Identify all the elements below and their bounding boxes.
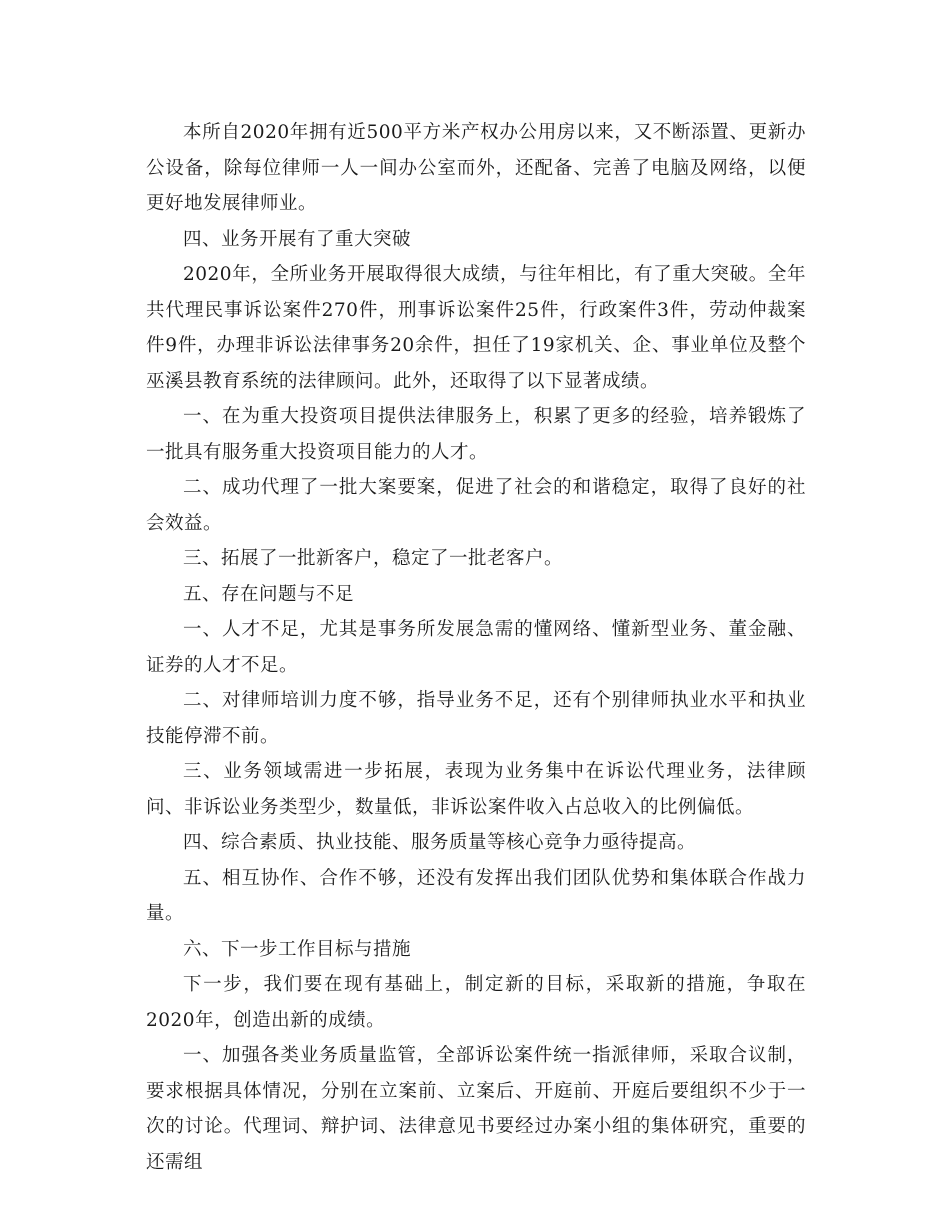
paragraph-office-equipment: 本所自2020年拥有近500平方米产权办公用房以来，又不断添置、更新办公设备，除每位律师一人一间办公室而外，还配备、完善了电脑及网络，以便更好地发展律师业。 — [146, 122, 806, 214]
heading-problems: 五、存在问题与不足 — [183, 583, 355, 605]
paragraph-business-scope: 三、业务领域需进一步拓展，表现为业务集中在诉讼代理业务，法律顾问、非诉讼业务类型少，数量低，非诉讼案件收入占总收入的比例偏低。 — [146, 761, 806, 818]
paragraph-case-statistics: 2020年，全所业务开展取得很大成绩，与往年相比，有了重大突破。全年共代理民事诉讼案件270件，刑事诉讼案件25件，行政案件3件，劳动仲裁案件9件，办理非诉讼法律事务20余件，担任了19家机关、企、事业单位及整个巫溪县教育系统的法律顾问。此外，还取得了以下显著成绩。 — [146, 264, 806, 392]
paragraph-quality-supervision: 一、加强各类业务质量监管，全部诉讼案件统一指派律师，采取合议制，要求根据具体情况，分别在立案前、立案后、开庭前、开庭后要组织不少于一次的讨论。代理词、辩护词、法律意见书要经过办案小组的集体研究，重要的还需组 — [146, 1045, 806, 1173]
paragraph-competitiveness: 四、综合素质、执业技能、服务质量等核心竞争力亟待提高。 — [183, 832, 697, 853]
heading-next-steps: 六、下一步工作目标与措施 — [183, 938, 412, 960]
paragraph-investment-service: 一、在为重大投资项目提供法律服务上，积累了更多的经验，培养锻炼了一批具有服务重大投资项目能力的人才。 — [146, 406, 806, 463]
paragraph-training: 二、对律师培训力度不够，指导业务不足，还有个别律师执业水平和执业技能停滞不前。 — [146, 690, 806, 747]
heading-business-breakthrough: 四、业务开展有了重大突破 — [183, 228, 412, 250]
paragraph-major-cases: 二、成功代理了一批大案要案，促进了社会的和谐稳定，取得了良好的社会效益。 — [146, 477, 806, 534]
paragraph-new-goals: 下一步，我们要在现有基础上，制定新的目标，采取新的措施，争取在2020年，创造出新的成绩。 — [146, 974, 806, 1031]
paragraph-cooperation: 五、相互协作、合作不够，还没有发挥出我们团队优势和集体联合作战力量。 — [146, 867, 806, 924]
paragraph-new-clients: 三、拓展了一批新客户，稳定了一批老客户。 — [183, 548, 564, 569]
document-body — [146, 115, 806, 1180]
paragraph-talent-shortage: 一、人才不足，尤其是事务所发展急需的懂网络、懂新型业务、董金融、证券的人才不足。 — [146, 619, 806, 676]
